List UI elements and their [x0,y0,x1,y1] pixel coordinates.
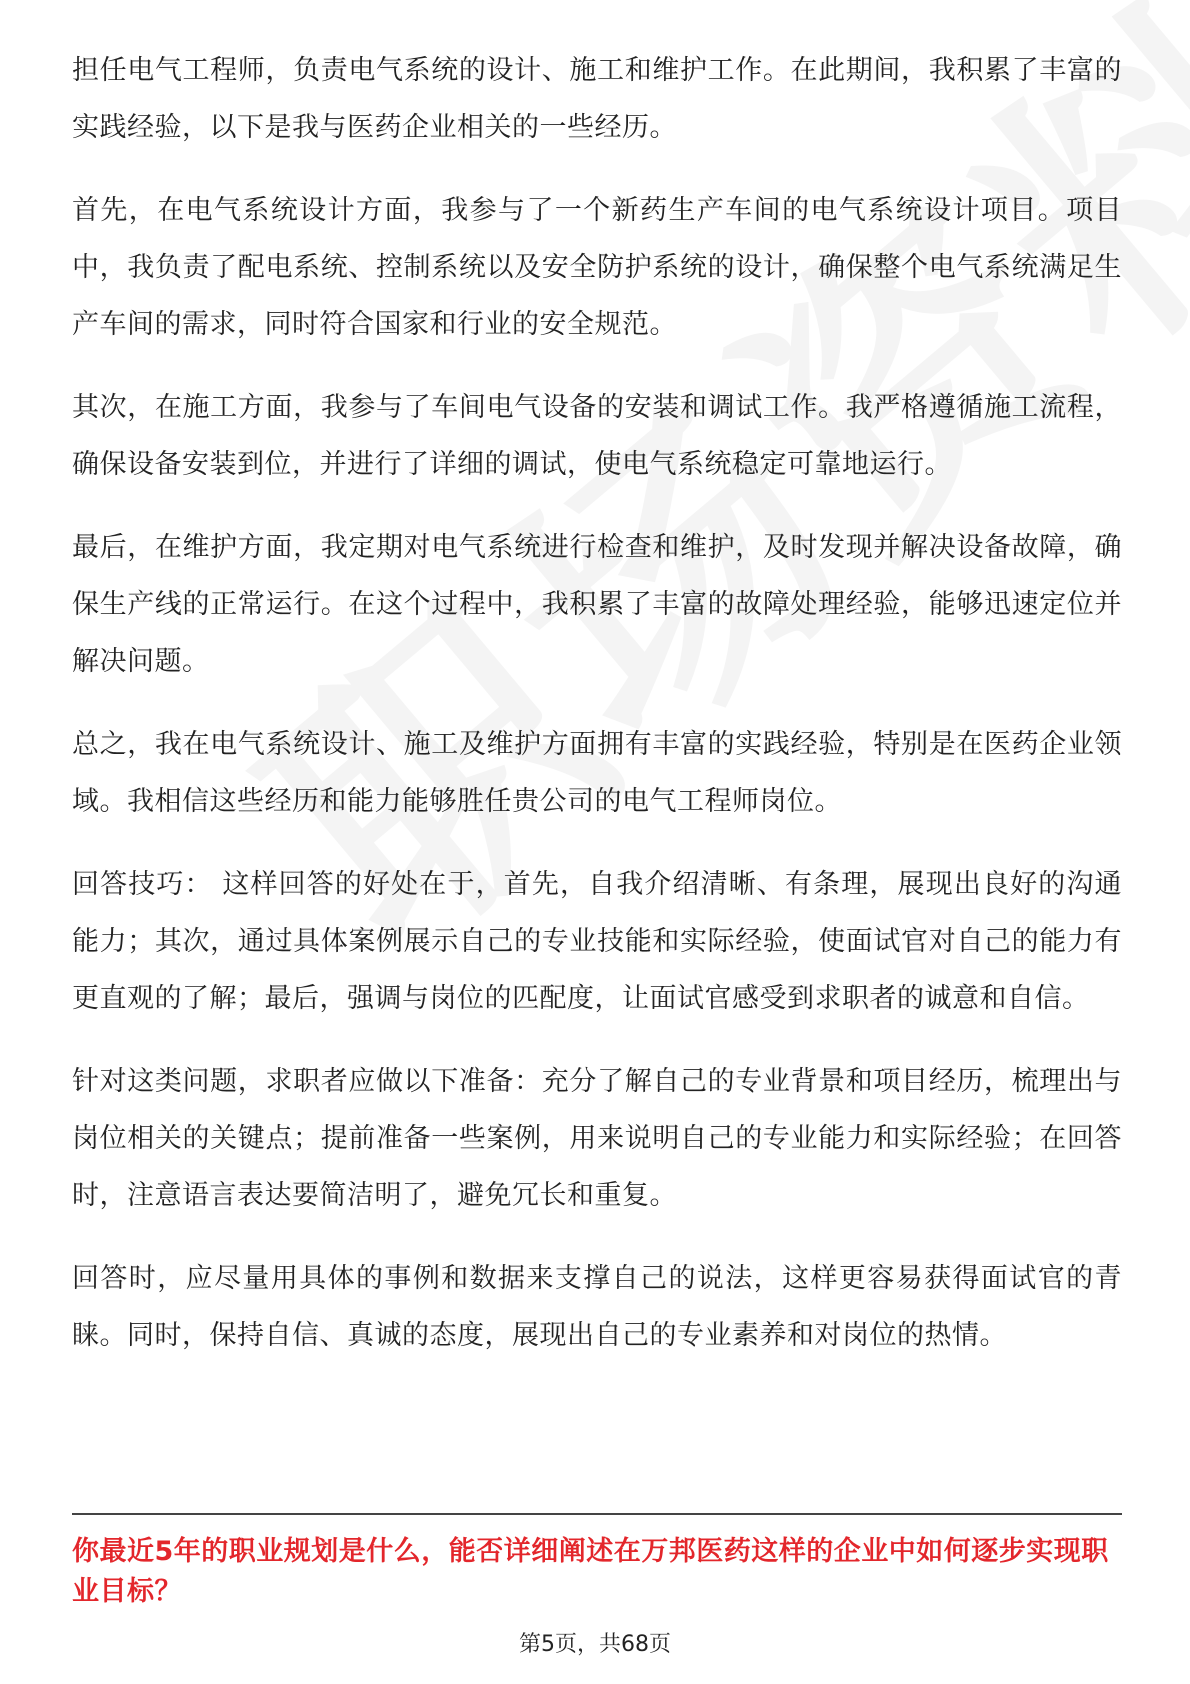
paragraph: 最后，在维护方面，我定期对电气系统进行检查和维护，及时发现并解决设备故障，确保生产线的正常运行。在这个过程中，我积累了丰富的故障处理经验，能够迅速定位并解决问题。 [72,532,1122,677]
paragraph: 回答时，应尽量用具体的事例和数据来支撑自己的说法，这样更容易获得面试官的青睐。同时，保持自信、真诚的态度，展现出自己的专业素养和对岗位的热情。 [72,1263,1122,1351]
paragraph: 回答技巧： 这样回答的好处在于，首先，自我介绍清晰、有条理，展现出良好的沟通能力；其次，通过具体案例展示自己的专业技能和实际经验，使面试官对自己的能力有更直观的了解；最后，强调与岗位的匹配度，让面试官感受到求职者的诚意和自信。 [72,869,1122,1014]
document-body [72,42,1122,1390]
page-number: 第5页，共68页 [519,1632,671,1657]
paragraph: 首先，在电气系统设计方面，我参与了一个新药生产车间的电气系统设计项目。项目中，我负责了配电系统、控制系统以及安全防护系统的设计，确保整个电气系统满足生产车间的需求，同时符合国家和行业的安全规范。 [72,195,1122,340]
paragraph: 针对这类问题，求职者应做以下准备：充分了解自己的专业背景和项目经历，梳理出与岗位相关的关键点；提前准备一些案例，用来说明自己的专业能力和实际经验；在回答时，注意语言表达要简洁明了，避免冗长和重复。 [72,1066,1122,1211]
paragraph: 总之，我在电气系统设计、施工及维护方面拥有丰富的实践经验，特别是在医药企业领域。我相信这些经历和能力能够胜任贵公司的电气工程师岗位。 [72,729,1122,817]
paragraph: 担任电气工程师，负责电气系统的设计、施工和维护工作。在此期间，我积累了丰富的实践经验，以下是我与医药企业相关的一些经历。 [72,55,1122,143]
section-divider [72,1513,1122,1515]
question-heading: 你最近5年的职业规划是什么，能否详细阐述在万邦医药这样的企业中如何逐步实现职业目标？ [72,1536,1109,1607]
paragraph: 其次，在施工方面，我参与了车间电气设备的安装和调试工作。我严格遵循施工流程，确保设备安装到位，并进行了详细的调试，使电气系统稳定可靠地运行。 [72,392,1122,480]
